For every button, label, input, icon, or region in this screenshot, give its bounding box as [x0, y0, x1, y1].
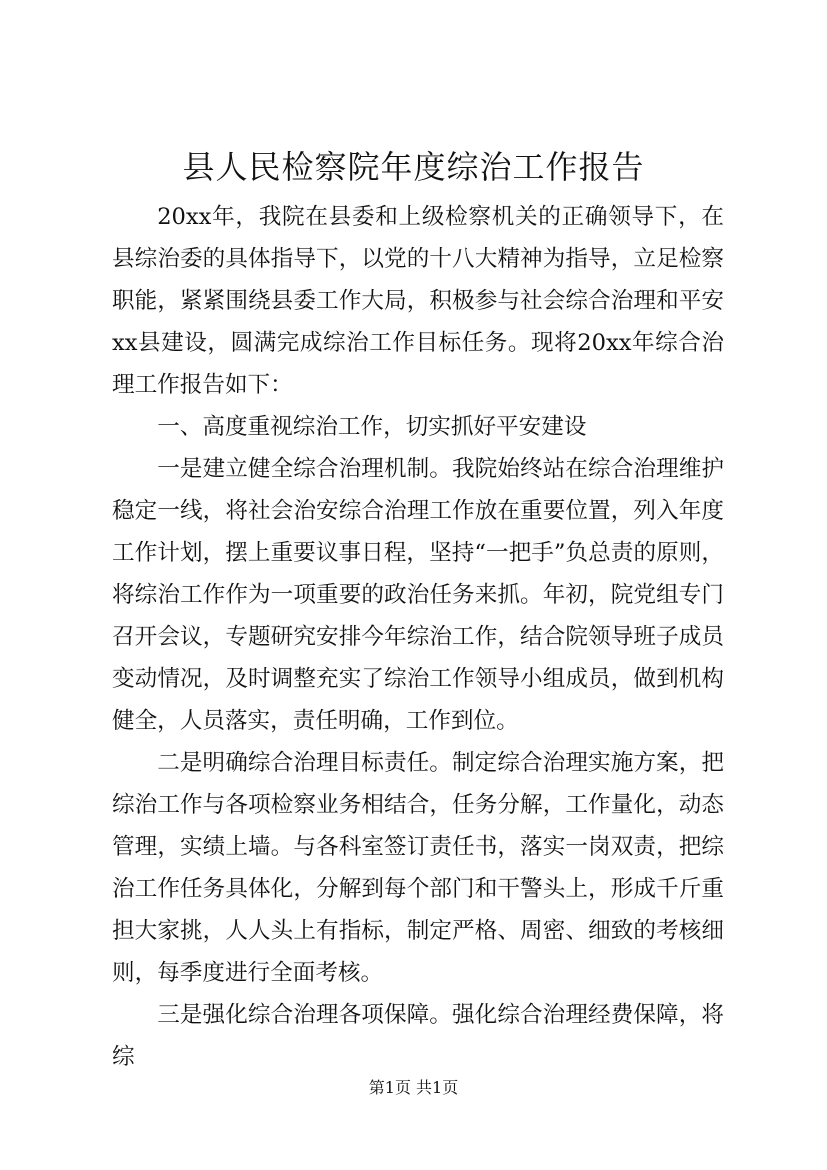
intro-paragraph: 20xx年，我院在县委和上级检察机关的正确领导下，在县综治委的具体指导下，以党的十八大精神为指导，立足检察职能，紧紧围绕县委工作大局，积极参与社会综合治理和平安xx县建设，圆满完成综治工作目标任务。现将20xx年综合治理工作报告如下： [112, 204, 724, 398]
document-body [112, 196, 724, 1078]
document-title: 县人民检察院年度综治工作报告 [182, 148, 645, 186]
section-heading-1: 一、高度重视综治工作，切实抓好平安建设 [157, 414, 587, 440]
paragraph-mechanism: 一是建立健全综合治理机制。我院始终站在综合治理维护稳定一线，将社会治安综合治理工作放在重要位置，列入年度工作计划，摆上重要议事日程，坚持“一把手”负总责的原则，将综治工作作为一项重要的政治任务来抓。年初，院党组专门召开会议，专题研究安排今年综治工作，结合院领导班子成员变动情况，及时调整充实了综治工作领导小组成员，做到机构健全，人员落实，责任明确，工作到位。 [112, 456, 724, 734]
paragraph-guarantee: 三是强化综合治理各项保障。强化综合治理经费保障，将综 [112, 1002, 724, 1070]
page-footer: 第1页 共1页 [368, 1078, 459, 1097]
paragraph-responsibility: 二是明确综合治理目标责任。制定综合治理实施方案，把综治工作与各项检察业务相结合，任务分解，工作量化，动态管理，实绩上墙。与各科室签订责任书，落实一岗双责，把综治工作任务具体化，分解到每个部门和干警头上，形成千斤重担大家挑，人人头上有指标，制定严格、周密、细致的考核细则，每季度进行全面考核。 [112, 750, 724, 986]
